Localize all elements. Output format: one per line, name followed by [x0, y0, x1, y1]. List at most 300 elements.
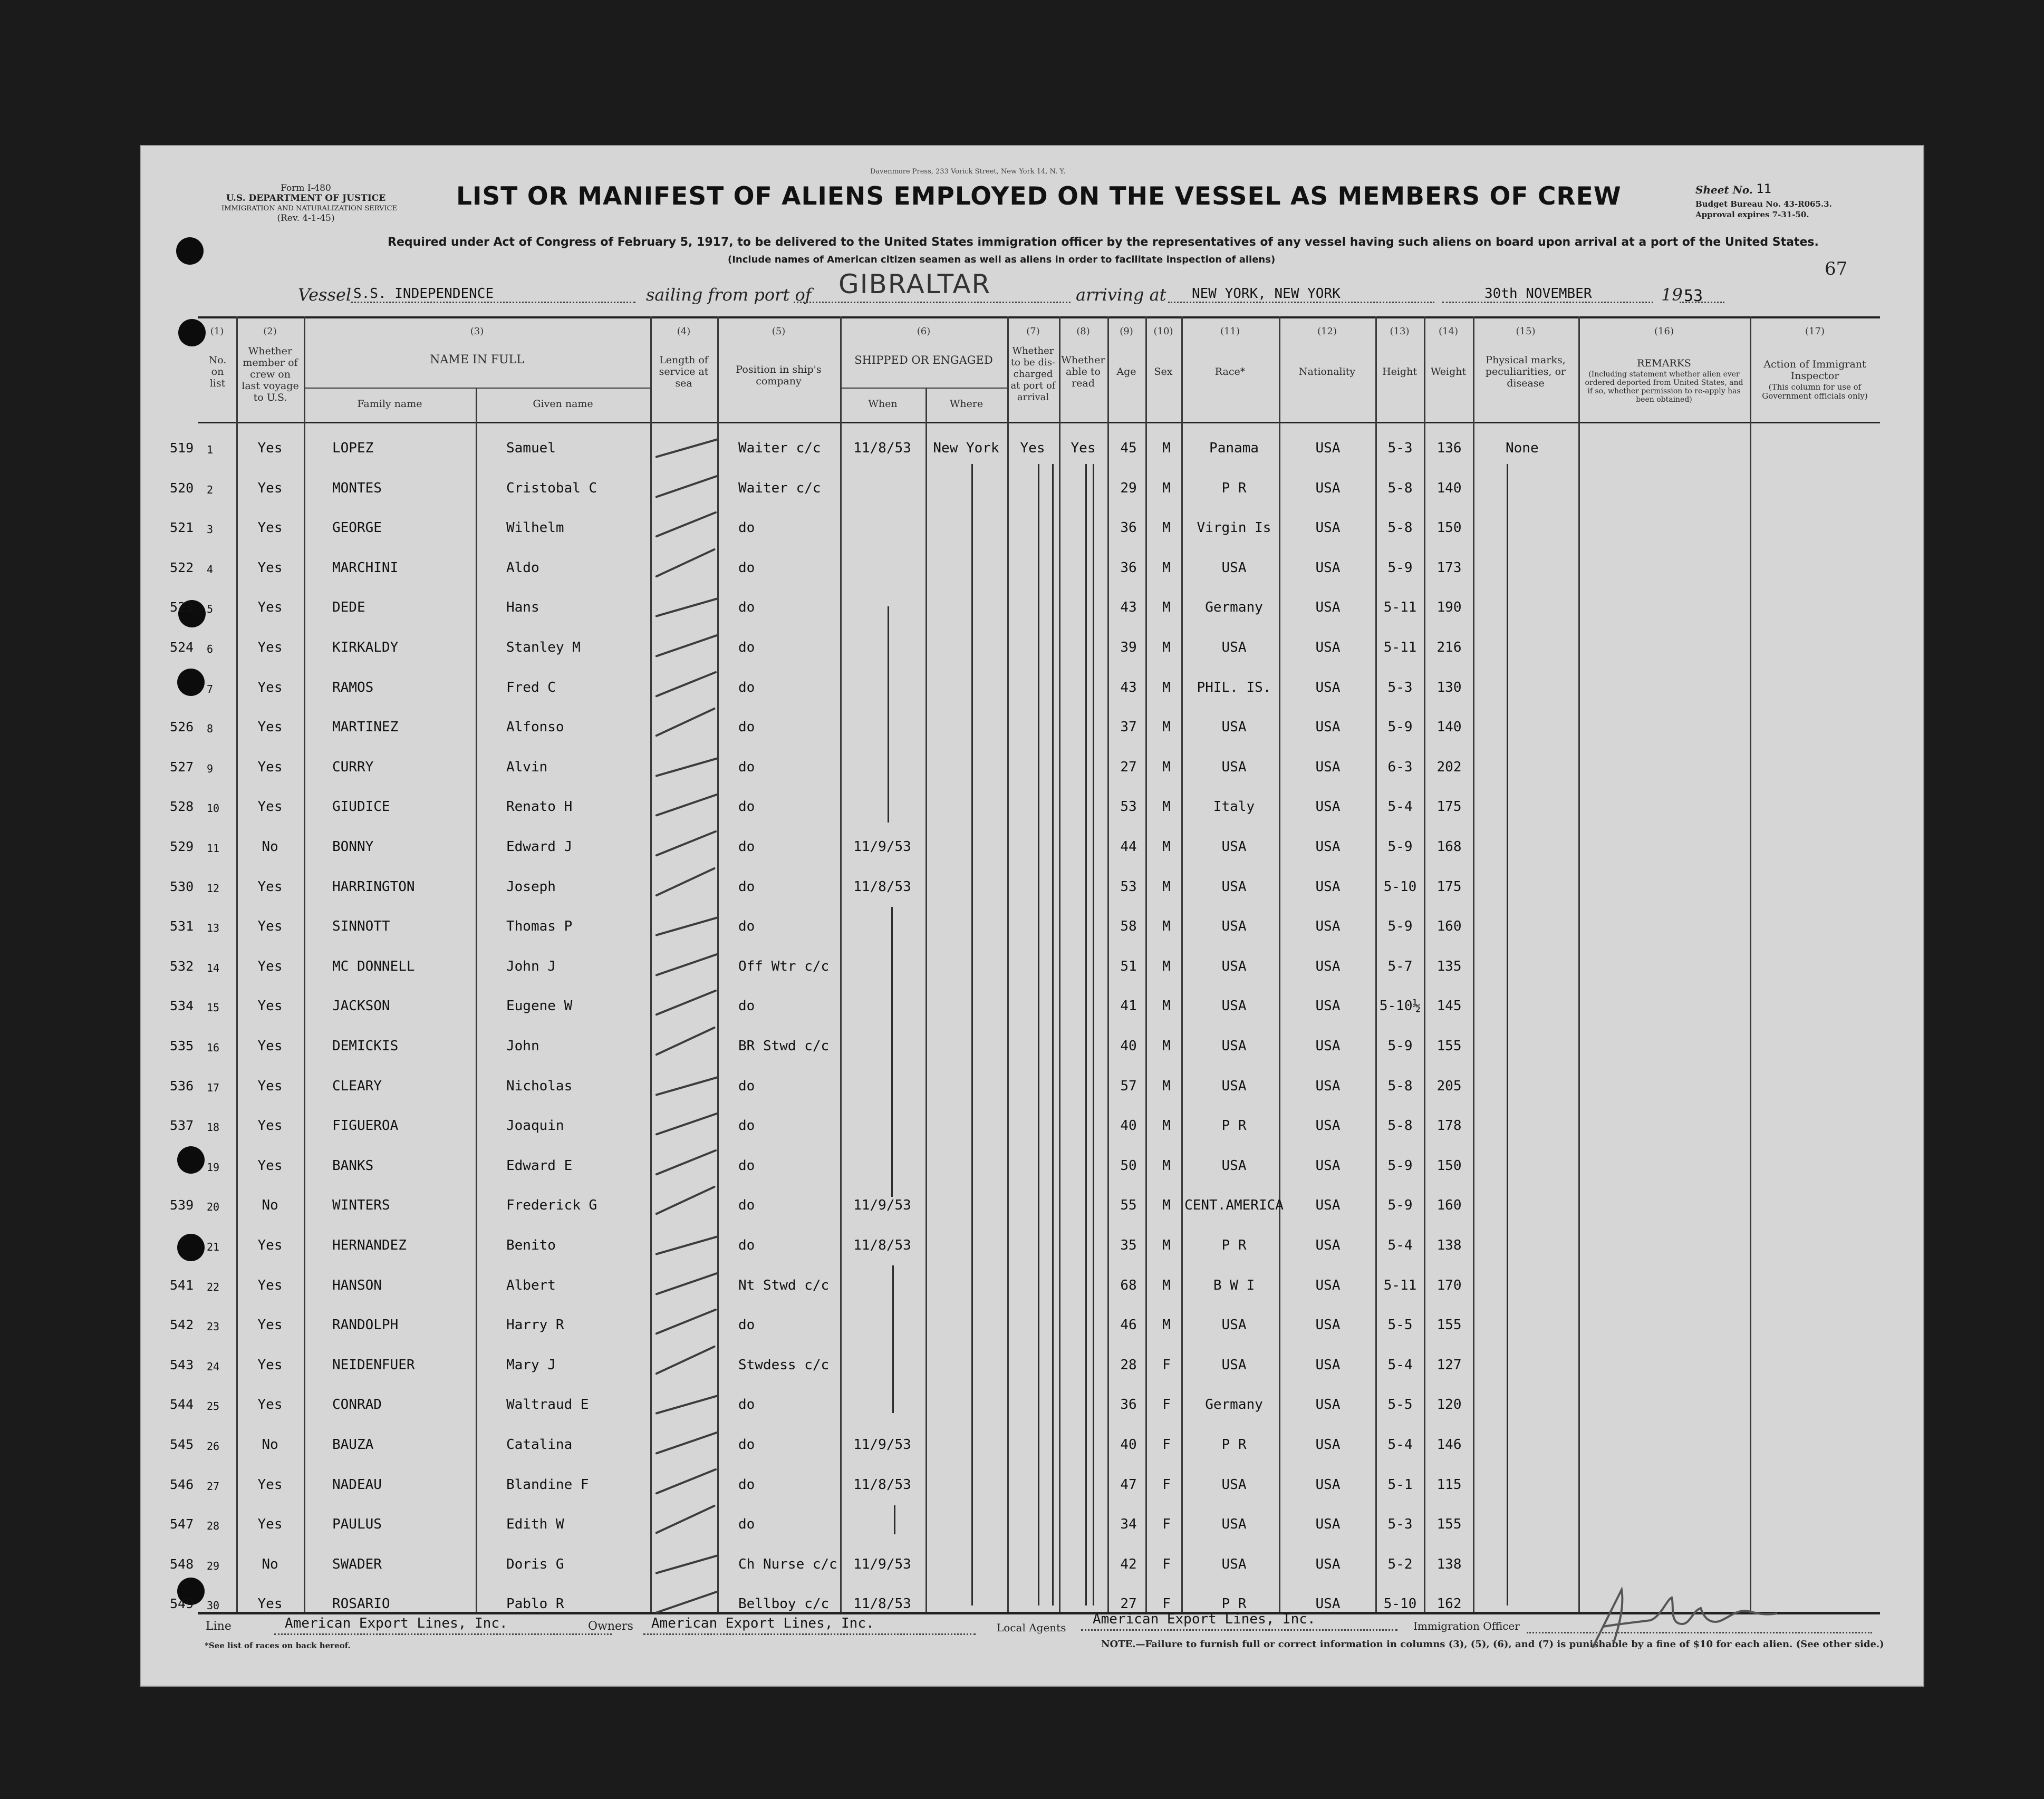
position-cell: Bellboy c/c: [738, 1596, 830, 1612]
col-number: (4): [677, 326, 691, 337]
position-cell: do: [738, 520, 755, 536]
age-cell: 29: [1120, 480, 1137, 496]
age-cell: 53: [1120, 799, 1137, 815]
given-name-cell: Blandine F: [506, 1476, 589, 1493]
list-number-cell: 14: [207, 961, 220, 974]
weight-cell: 175: [1436, 878, 1462, 895]
age-cell: 46: [1120, 1317, 1137, 1333]
race-cell: P R: [1221, 1437, 1247, 1453]
family-name-cell: PAULUS: [332, 1516, 382, 1533]
given-name-cell: Aldo: [506, 559, 539, 576]
weight-cell: 127: [1436, 1357, 1462, 1373]
given-name-cell: Cristobal C: [506, 480, 597, 496]
given-name-cell: Joseph: [506, 878, 556, 895]
list-number-cell: 8: [207, 722, 214, 736]
ref-number-cell: 522: [170, 559, 194, 575]
ref-number-cell: 546: [170, 1476, 194, 1492]
page-number: 67: [1825, 258, 1848, 279]
form-info: [221, 183, 398, 224]
header-inspector-action: Action of Immigrant Inspector: [1763, 359, 1866, 382]
punch-hole: [177, 669, 205, 696]
sex-cell: M: [1162, 878, 1171, 895]
height-cell: 5-1: [1387, 1476, 1413, 1493]
family-name-cell: FIGUEROA: [332, 1118, 399, 1134]
height-cell: 5-11: [1383, 640, 1417, 655]
list-number-cell: 15: [207, 1001, 220, 1014]
last-voyage-cell: Yes: [257, 958, 283, 974]
header-family-name: Family name: [357, 398, 422, 410]
weight-cell: 175: [1436, 799, 1462, 815]
sex-cell: F: [1162, 1476, 1171, 1493]
family-name-cell: WINTERS: [332, 1197, 390, 1214]
header-race: Race*: [1214, 366, 1246, 378]
col-number: (14): [1439, 326, 1458, 337]
nationality-cell: USA: [1315, 640, 1341, 655]
last-voyage-cell: Yes: [257, 1317, 283, 1333]
race-cell: Virgin Is: [1197, 520, 1271, 536]
header-shipped-engaged: SHIPPED OR ENGAGED: [854, 354, 993, 366]
col-number: (13): [1390, 326, 1410, 337]
race-cell: P R: [1221, 480, 1247, 496]
sex-cell: M: [1162, 759, 1171, 775]
sex-cell: F: [1162, 1556, 1171, 1572]
position-cell: do: [738, 1516, 755, 1533]
height-cell: 5-10: [1383, 878, 1417, 895]
nationality-cell: USA: [1315, 1397, 1341, 1413]
list-number-cell: 30: [207, 1599, 220, 1612]
list-number-cell: 2: [207, 483, 214, 496]
header-given-name: Given name: [533, 398, 593, 410]
race-cell: USA: [1221, 1157, 1247, 1174]
given-name-cell: Eugene W: [506, 998, 573, 1014]
nationality-cell: USA: [1315, 1516, 1341, 1533]
sex-cell: F: [1162, 1357, 1171, 1373]
year: 53: [1684, 287, 1703, 305]
header-when: When: [868, 398, 898, 410]
col-number: (9): [1120, 326, 1133, 337]
age-cell: 27: [1120, 759, 1137, 775]
sex-cell: M: [1162, 480, 1171, 496]
sex-cell: M: [1162, 679, 1171, 695]
last-voyage-cell: Yes: [257, 1157, 283, 1174]
last-voyage-cell: Yes: [257, 1596, 283, 1612]
race-cell: USA: [1221, 958, 1247, 974]
sex-cell: M: [1162, 520, 1171, 536]
list-number-cell: 28: [207, 1520, 220, 1533]
revision: (Rev. 4-1-45): [277, 213, 335, 224]
nationality-cell: USA: [1315, 719, 1341, 736]
owners-label: Owners: [588, 1620, 633, 1633]
header-where: Where: [949, 398, 984, 410]
sex-cell: M: [1162, 1118, 1171, 1134]
header-remarks: REMARKS: [1637, 357, 1691, 369]
family-name-cell: NEIDENFUER: [332, 1357, 415, 1373]
arrival-port: NEW YORK, NEW YORK: [1192, 286, 1341, 302]
position-cell: do: [738, 759, 755, 775]
height-cell: 5-9: [1387, 918, 1413, 935]
owners-value: American Export Lines, Inc.: [651, 1616, 874, 1631]
list-number-cell: 16: [207, 1041, 220, 1054]
nationality-cell: USA: [1315, 1556, 1341, 1572]
race-cell: USA: [1221, 759, 1247, 775]
height-cell: 5-3: [1387, 440, 1413, 456]
family-name-cell: RANDOLPH: [332, 1317, 399, 1333]
ref-number-cell: 526: [170, 719, 194, 735]
last-voyage-cell: Yes: [257, 640, 283, 655]
weight-cell: 168: [1436, 839, 1462, 855]
header-remarks-note: (Including statement whether alien ever ordered deported from United States, and if so, whether permission to re-apply has been obtained): [1585, 370, 1743, 404]
given-name-cell: Edward J: [506, 839, 573, 855]
height-cell: 5-3: [1387, 1516, 1413, 1533]
position-cell: do: [738, 679, 755, 695]
header-physical-marks: Physical marks, peculiarities, or disease: [1485, 354, 1566, 389]
list-number-cell: 21: [207, 1241, 220, 1253]
sex-cell: M: [1162, 1197, 1171, 1214]
ditto-mark: [888, 606, 889, 823]
last-voyage-cell: Yes: [257, 1237, 283, 1253]
weight-cell: 155: [1436, 1317, 1462, 1333]
weight-cell: 170: [1436, 1277, 1462, 1293]
punch-hole: [176, 237, 204, 265]
weight-cell: 140: [1436, 480, 1462, 496]
weight-cell: 162: [1436, 1596, 1462, 1612]
last-voyage-cell: Yes: [257, 918, 283, 935]
height-cell: 5-4: [1387, 1437, 1413, 1453]
given-name-cell: Waltraud E: [506, 1397, 589, 1413]
header-inspector-note: (This column for use of Government officials only): [1762, 382, 1868, 401]
sailing-label: sailing from port of: [646, 285, 812, 305]
list-number-cell: 7: [207, 682, 214, 695]
position-cell: do: [738, 559, 755, 576]
ref-number-cell: 545: [170, 1437, 194, 1452]
last-voyage-cell: Yes: [257, 759, 283, 775]
family-name-cell: ROSARIO: [332, 1596, 390, 1612]
list-number-cell: 6: [207, 643, 214, 655]
sex-cell: M: [1162, 1078, 1171, 1094]
department: U.S. DEPARTMENT OF JUSTICE: [226, 193, 386, 204]
weight-cell: 138: [1436, 1556, 1462, 1572]
given-name-cell: John J: [506, 958, 556, 974]
age-cell: 51: [1120, 958, 1137, 974]
weight-cell: 146: [1436, 1437, 1462, 1453]
age-cell: 68: [1120, 1277, 1137, 1293]
nationality-cell: USA: [1315, 958, 1341, 974]
header-weight: Weight: [1430, 366, 1467, 378]
race-cell: USA: [1221, 640, 1247, 655]
last-voyage-cell: Yes: [257, 878, 283, 895]
age-cell: 36: [1120, 1397, 1137, 1413]
sex-cell: M: [1162, 918, 1171, 935]
last-voyage-cell: Yes: [257, 480, 283, 496]
family-name-cell: MONTES: [332, 480, 382, 496]
family-name-cell: HARRINGTON: [332, 878, 415, 895]
list-number-cell: 26: [207, 1440, 220, 1453]
age-cell: 41: [1120, 998, 1137, 1014]
engaged-when-cell: 11/9/53: [853, 1556, 911, 1572]
last-voyage-cell: Yes: [257, 719, 283, 736]
nationality-cell: USA: [1315, 839, 1341, 855]
ref-number-cell: 532: [170, 958, 194, 974]
position-cell: do: [738, 1437, 755, 1453]
family-name-cell: BONNY: [332, 839, 374, 855]
last-voyage-cell: No: [262, 1556, 278, 1572]
last-voyage-cell: Yes: [257, 1516, 283, 1533]
weight-cell: 190: [1436, 599, 1462, 616]
given-name-cell: Wilhelm: [506, 520, 564, 536]
officer-label: Immigration Officer: [1413, 1620, 1520, 1632]
list-number-cell: 20: [207, 1201, 220, 1214]
nationality-cell: USA: [1315, 440, 1341, 456]
race-cell: USA: [1221, 559, 1247, 576]
printer-line: Davenmore Press, 233 Vorick Street, New York 14, N. Y.: [870, 168, 1066, 176]
arrival-date: 30th NOVEMBER: [1484, 286, 1592, 302]
age-cell: 50: [1120, 1157, 1137, 1174]
engaged-when-cell: 11/8/53: [853, 878, 911, 895]
race-cell: USA: [1221, 878, 1247, 895]
family-name-cell: DEMICKIS: [332, 1038, 399, 1054]
position-cell: do: [738, 1197, 755, 1214]
family-name-cell: SWADER: [332, 1556, 382, 1572]
weight-cell: 145: [1436, 998, 1462, 1014]
family-name-cell: DEDE: [332, 599, 365, 616]
family-name-cell: MC DONNELL: [332, 958, 415, 974]
col-number: (2): [263, 326, 277, 337]
weight-cell: 173: [1436, 559, 1462, 576]
family-name-cell: MARCHINI: [332, 559, 399, 576]
family-name-cell: SINNOTT: [332, 918, 390, 935]
inspector-signature: [1582, 1574, 1809, 1658]
height-cell: 5-4: [1387, 1357, 1413, 1373]
list-number-cell: 24: [207, 1360, 220, 1373]
height-cell: 5-9: [1387, 1197, 1413, 1214]
ref-number-cell: 536: [170, 1078, 194, 1094]
last-voyage-cell: Yes: [257, 1277, 283, 1293]
nationality-cell: USA: [1315, 599, 1341, 616]
col-number: (5): [772, 326, 786, 337]
ref-number-cell: 530: [170, 878, 194, 894]
last-voyage-cell: No: [262, 839, 278, 855]
given-name-cell: Frederick G: [506, 1197, 597, 1214]
position-cell: Off Wtr c/c: [738, 958, 830, 974]
race-cell: USA: [1221, 1556, 1247, 1572]
sex-cell: F: [1162, 1516, 1171, 1533]
list-number-cell: 4: [207, 563, 214, 576]
nationality-cell: USA: [1315, 1078, 1341, 1094]
weight-cell: 135: [1436, 958, 1462, 974]
family-name-cell: HERNANDEZ: [332, 1237, 407, 1253]
family-name-cell: CLEARY: [332, 1078, 382, 1094]
race-cell: USA: [1221, 1078, 1247, 1094]
race-cell: Italy: [1213, 799, 1255, 815]
given-name-cell: Mary J: [506, 1357, 556, 1373]
family-name-cell: GIUDICE: [332, 799, 390, 815]
header-last-voyage: Whether member of crew on last voyage to U.S.: [242, 345, 299, 403]
position-cell: do: [738, 918, 755, 935]
given-name-cell: Fred C: [506, 679, 556, 695]
age-cell: 45: [1120, 440, 1137, 456]
ditto-mark: [891, 907, 893, 1197]
weight-cell: 120: [1436, 1397, 1462, 1413]
engaged-when-cell: 11/9/53: [853, 1197, 911, 1214]
race-cell: USA: [1221, 918, 1247, 935]
ref-number-cell: 524: [170, 640, 194, 655]
list-number-cell: 27: [207, 1479, 220, 1493]
nationality-cell: USA: [1315, 1437, 1341, 1453]
ref-number-cell: 521: [170, 520, 194, 536]
list-number-cell: 13: [207, 922, 220, 935]
race-cell: USA: [1221, 839, 1247, 855]
race-cell: B W I: [1213, 1277, 1255, 1293]
nationality-cell: USA: [1315, 559, 1341, 576]
age-cell: 44: [1120, 839, 1137, 855]
given-name-cell: Alfonso: [506, 719, 564, 736]
race-cell: Germany: [1205, 1397, 1263, 1413]
age-cell: 43: [1120, 599, 1137, 616]
penalty-note: NOTE.—Failure to furnish full or correct information in columns (3), (5), (6), and (7) is punishable by a fine of $10 for each alien. (See other side.): [1101, 1639, 1884, 1650]
races-note: *See list of races on back hereof.: [205, 1641, 351, 1650]
height-cell: 5-10½: [1379, 998, 1421, 1014]
sex-cell: F: [1162, 1437, 1171, 1453]
list-number-cell: 10: [207, 802, 220, 815]
height-cell: 5-10: [1383, 1596, 1417, 1612]
age-cell: 53: [1120, 878, 1137, 895]
position-cell: Stwdess c/c: [738, 1357, 830, 1373]
list-number-cell: 12: [207, 882, 220, 895]
position-cell: do: [738, 1157, 755, 1174]
weight-cell: 140: [1436, 719, 1462, 736]
weight-cell: 136: [1436, 440, 1462, 456]
given-name-cell: Edith W: [506, 1516, 564, 1533]
given-name-cell: Catalina: [506, 1437, 573, 1453]
height-cell: 5-9: [1387, 719, 1413, 736]
weight-cell: 216: [1436, 640, 1462, 655]
weight-cell: 205: [1436, 1078, 1462, 1094]
engaged-where-cell: New York: [933, 440, 999, 456]
ditto-mark: [971, 464, 973, 1605]
header-name-in-full: NAME IN FULL: [430, 353, 524, 366]
weight-cell: 138: [1436, 1237, 1462, 1253]
discharge-cell: Yes: [1020, 440, 1045, 456]
nationality-cell: USA: [1315, 759, 1341, 775]
weight-cell: 160: [1436, 918, 1462, 935]
weight-cell: 202: [1436, 759, 1462, 775]
age-cell: 42: [1120, 1556, 1137, 1572]
ref-number-cell: 548: [170, 1556, 194, 1572]
weight-cell: 178: [1436, 1118, 1462, 1134]
weight-cell: 160: [1436, 1197, 1462, 1214]
height-cell: 5-8: [1387, 520, 1413, 536]
given-name-cell: Renato H: [506, 799, 573, 815]
last-voyage-cell: Yes: [257, 440, 283, 456]
age-cell: 40: [1120, 1038, 1137, 1054]
sex-cell: M: [1162, 1317, 1171, 1333]
family-name-cell: LOPEZ: [332, 440, 374, 456]
list-number-cell: 11: [207, 842, 220, 855]
form-number: Form I-480: [281, 183, 331, 194]
last-voyage-cell: Yes: [257, 1118, 283, 1134]
position-cell: do: [738, 1118, 755, 1134]
position-cell: BR Stwd c/c: [738, 1038, 830, 1054]
ditto-mark: [894, 1505, 895, 1534]
nationality-cell: USA: [1315, 799, 1341, 815]
vessel-label: Vessel: [298, 285, 352, 305]
nationality-cell: USA: [1315, 878, 1341, 895]
nationality-cell: USA: [1315, 918, 1341, 935]
col-number: (16): [1654, 326, 1674, 337]
given-name-cell: Alvin: [506, 759, 548, 775]
ref-number-cell: 544: [170, 1397, 194, 1413]
last-voyage-cell: Yes: [257, 1038, 283, 1054]
list-number-cell: 3: [207, 523, 214, 536]
ref-number-cell: 547: [170, 1516, 194, 1532]
height-cell: 5-3: [1387, 679, 1413, 695]
position-cell: do: [738, 719, 755, 736]
budget-no: Budget Bureau No. 43-R065.3.: [1695, 199, 1832, 209]
height-cell: 5-7: [1387, 958, 1413, 974]
race-cell: USA: [1221, 1357, 1247, 1373]
nationality-cell: USA: [1315, 679, 1341, 695]
age-cell: 39: [1120, 640, 1137, 655]
height-cell: 5-9: [1387, 1157, 1413, 1174]
height-cell: 5-9: [1387, 1038, 1413, 1054]
given-name-cell: Nicholas: [506, 1078, 573, 1094]
age-cell: 43: [1120, 679, 1137, 695]
header-discharged: Whether to be dis-charged at port of arrival: [1010, 345, 1056, 403]
nationality-cell: USA: [1315, 1277, 1341, 1293]
sex-cell: M: [1162, 1277, 1171, 1293]
family-name-cell: JACKSON: [332, 998, 390, 1014]
sex-cell: M: [1162, 958, 1171, 974]
last-voyage-cell: No: [262, 1197, 278, 1214]
position-cell: do: [738, 1397, 755, 1413]
sex-cell: M: [1162, 1157, 1171, 1174]
given-name-cell: Joaquin: [506, 1118, 564, 1134]
nationality-cell: USA: [1315, 1197, 1341, 1214]
position-cell: do: [738, 839, 755, 855]
height-cell: 5-9: [1387, 839, 1413, 855]
sex-cell: M: [1162, 839, 1171, 855]
sex-cell: M: [1162, 440, 1171, 456]
col-number: (8): [1076, 326, 1090, 337]
weight-cell: 150: [1436, 520, 1462, 536]
sheet-label: Sheet No.: [1695, 183, 1753, 196]
position-cell: Ch Nurse c/c: [738, 1556, 837, 1572]
position-cell: do: [738, 878, 755, 895]
ref-number-cell: 523: [170, 599, 194, 615]
engaged-when-cell: 11/9/53: [853, 839, 911, 855]
given-name-cell: Pablo R: [506, 1596, 564, 1612]
race-cell: USA: [1221, 719, 1247, 736]
age-cell: 40: [1120, 1437, 1137, 1453]
list-number-cell: 1: [207, 443, 214, 456]
race-cell: USA: [1221, 998, 1247, 1014]
nationality-cell: USA: [1315, 998, 1341, 1014]
ref-number-cell: 529: [170, 839, 194, 854]
approval: Approval expires 7-31-50.: [1695, 210, 1809, 219]
agents-value: American Export Lines, Inc.: [1093, 1611, 1316, 1627]
position-cell: do: [738, 640, 755, 655]
position-cell: do: [738, 998, 755, 1014]
ref-number-cell: 519: [170, 440, 194, 456]
arriving-label: arriving at: [1076, 285, 1166, 305]
age-cell: 28: [1120, 1357, 1137, 1373]
race-cell: Germany: [1205, 599, 1263, 616]
list-number-cell: 25: [207, 1400, 220, 1413]
engaged-when-cell: 11/8/53: [853, 440, 911, 456]
ref-number-cell: 534: [170, 998, 194, 1014]
weight-cell: 130: [1436, 679, 1462, 695]
list-number-cell: 9: [207, 762, 214, 775]
